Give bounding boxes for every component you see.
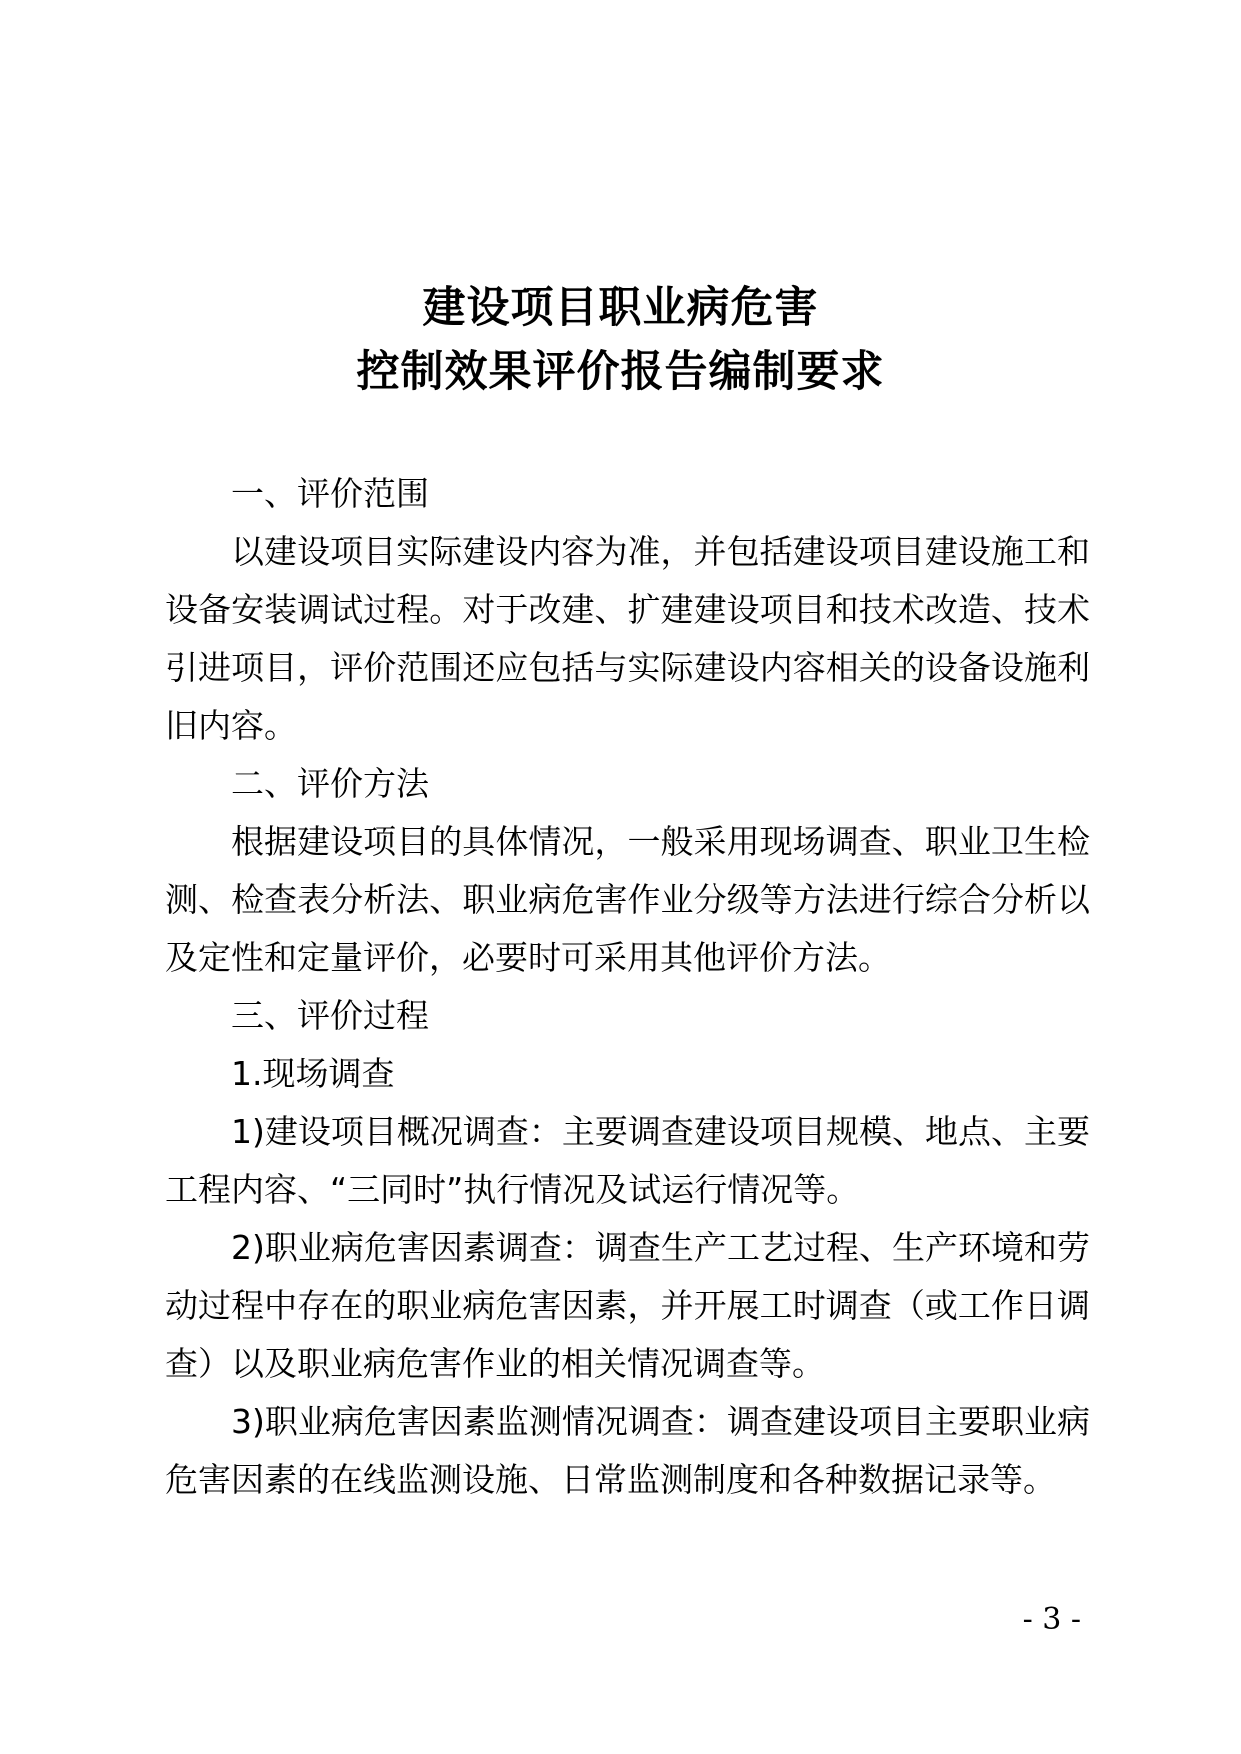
document-title-line-2: 控制效果评价报告编制要求 bbox=[356, 347, 885, 397]
paragraph-hazard-survey: 2)职业病危害因素调查：调查生产工艺过程、生产环境和劳动过程中存在的职业病危害因素，并开展工时调查（或工作日调查）以及职业病危害作业的相关情况调查等。 bbox=[165, 1228, 1090, 1383]
section-heading-scope: 一、评价范围 bbox=[231, 474, 429, 513]
section-heading-method: 二、评价方法 bbox=[231, 764, 429, 803]
paragraph-method: 根据建设项目的具体情况，一般采用现场调查、职业卫生检测、检查表分析法、职业病危害作业分级等方法进行综合分析以及定性和定量评价，必要时可采用其他评价方法。 bbox=[165, 822, 1090, 977]
page-number: - 3 - bbox=[1022, 1602, 1081, 1637]
subsection-heading-site-survey: 1.现场调查 bbox=[231, 1054, 395, 1093]
document-body bbox=[165, 465, 1090, 1509]
section-heading-process: 三、评价过程 bbox=[231, 996, 429, 1035]
paragraph-scope: 以建设项目实际建设内容为准，并包括建设项目建设施工和设备安装调试过程。对于改建、扩建建设项目和技术改造、技术引进项目，评价范围还应包括与实际建设内容相关的设备设施利旧内容。 bbox=[165, 532, 1090, 745]
paragraph-project-overview: 1)建设项目概况调查：主要调查建设项目规模、地点、主要工程内容、“三同时”执行情况及试运行情况等。 bbox=[165, 1112, 1090, 1209]
paragraph-monitoring-survey: 3)职业病危害因素监测情况调查：调查建设项目主要职业病危害因素的在线监测设施、日常监测制度和各种数据记录等。 bbox=[165, 1402, 1090, 1499]
document-title-line-1: 建设项目职业病危害 bbox=[422, 283, 819, 333]
